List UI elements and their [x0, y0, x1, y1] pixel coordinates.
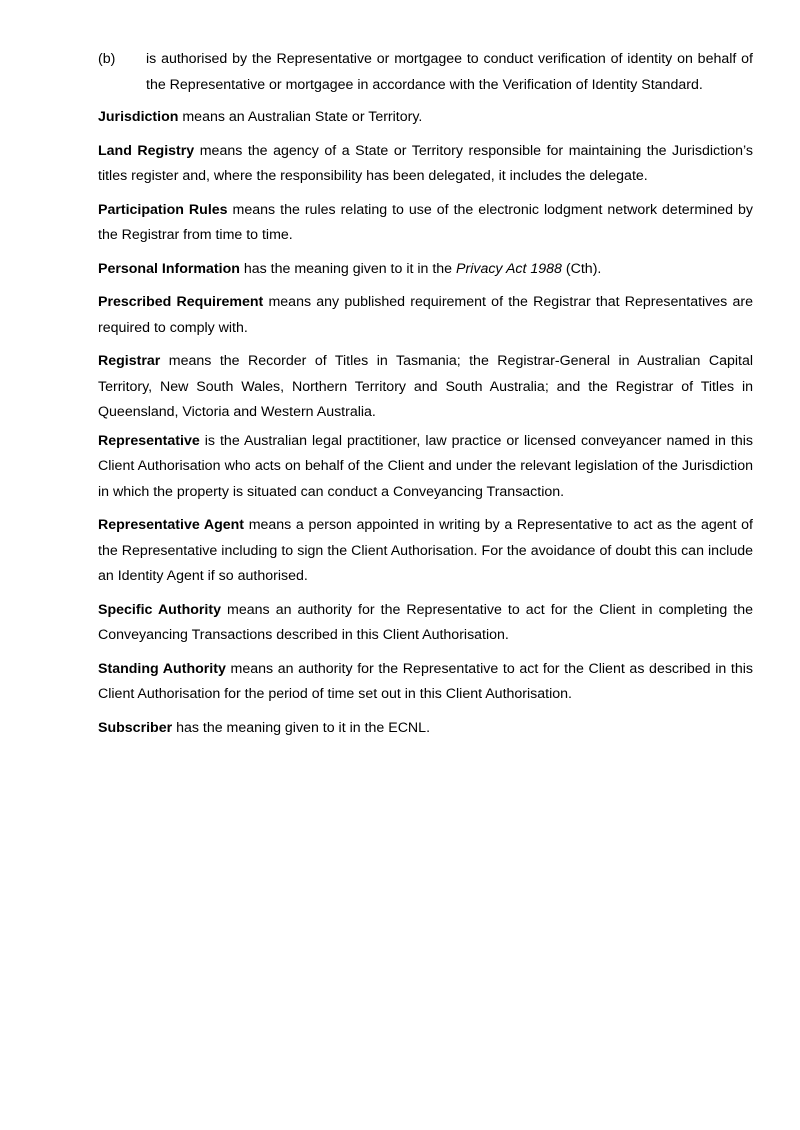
- definition-term: Subscriber: [98, 719, 173, 736]
- definition-term: Specific Authority: [98, 601, 221, 618]
- definition-term: Registrar: [98, 353, 161, 369]
- definition-term: Participation Rules: [98, 201, 228, 218]
- definition-personal-information: [98, 257, 753, 283]
- definition-text: means a person appointed in writing by a Representative to act as the agent of the Representative including to sign the Client Authorisation. For the avoidance of doubt this can include an Identity Agent if so authorised.: [98, 517, 753, 584]
- definition-term: Personal Information: [98, 260, 240, 277]
- definition-term: Jurisdiction: [98, 109, 179, 125]
- definition-standing-authority: [98, 657, 753, 708]
- definition-jurisdiction: [98, 105, 753, 131]
- definition-text-suffix: (Cth).: [561, 260, 602, 277]
- list-marker: (b): [98, 51, 116, 67]
- definition-registrar: [98, 349, 753, 426]
- definition-term: Standing Authority: [98, 660, 226, 677]
- definition-text: means the agency of a State or Territory responsible for maintaining the Jurisdiction’s titles register and, where the responsibility has been delegated, it includes the delegate.: [98, 142, 753, 184]
- definition-text: means the Recorder of Titles in Tasmania; the Registrar-General in Australian Capital Territory, New South Wales, Northern Territory and South Australia; and the Registrar of Titles in Queensland, Victoria and Western Australia.: [98, 353, 753, 420]
- definition-term: Land Registry: [98, 142, 195, 159]
- list-item-b: [98, 47, 753, 98]
- definition-land-registry: [98, 139, 753, 190]
- definition-text: means an authority for the Representative to act for the Client in completing the Conveyancing Transactions described in this Client Authorisation.: [98, 601, 754, 643]
- definition-subscriber: [98, 716, 753, 742]
- document-page: [98, 47, 753, 749]
- act-title: Privacy Act 1988: [456, 260, 562, 277]
- list-item-text: is authorised by the Representative or mortgagee to conduct verification of identity on behalf of the Representative or mortgagee in accordance with the Verification of Identity Standard.: [146, 51, 753, 93]
- definition-text: is the Australian legal practitioner, law practice or licensed conveyancer named in this Client Authorisation who acts on behalf of the Client and under the relevant legislation of the Jurisdiction in which the property is situated can conduct a Conveyancing Transaction.: [98, 432, 753, 500]
- definition-specific-authority: [98, 598, 753, 649]
- definition-text: means an Australian State or Territory.: [178, 109, 423, 125]
- definition-text: has the meaning given to it in the: [239, 260, 457, 277]
- definition-term: Representative Agent: [98, 517, 245, 533]
- definition-term: Prescribed Requirement: [98, 294, 264, 310]
- definition-text: has the meaning given to it in the ECNL.: [172, 719, 431, 736]
- definition-text: means the rules relating to use of the electronic lodgment network determined by the Registrar from time to time.: [98, 201, 753, 243]
- definition-text: means any published requirement of the Registrar that Representatives are required to comply with.: [98, 294, 753, 336]
- definition-representative-agent: [98, 513, 753, 590]
- definition-participation-rules: [98, 198, 753, 249]
- definition-representative: [98, 429, 753, 506]
- definition-text: means an authority for the Representative to act for the Client as described in this Client Authorisation for the period of time set out in this Client Authorisation.: [98, 660, 753, 702]
- definition-term: Representative: [98, 432, 200, 449]
- definition-prescribed-requirement: [98, 290, 753, 341]
